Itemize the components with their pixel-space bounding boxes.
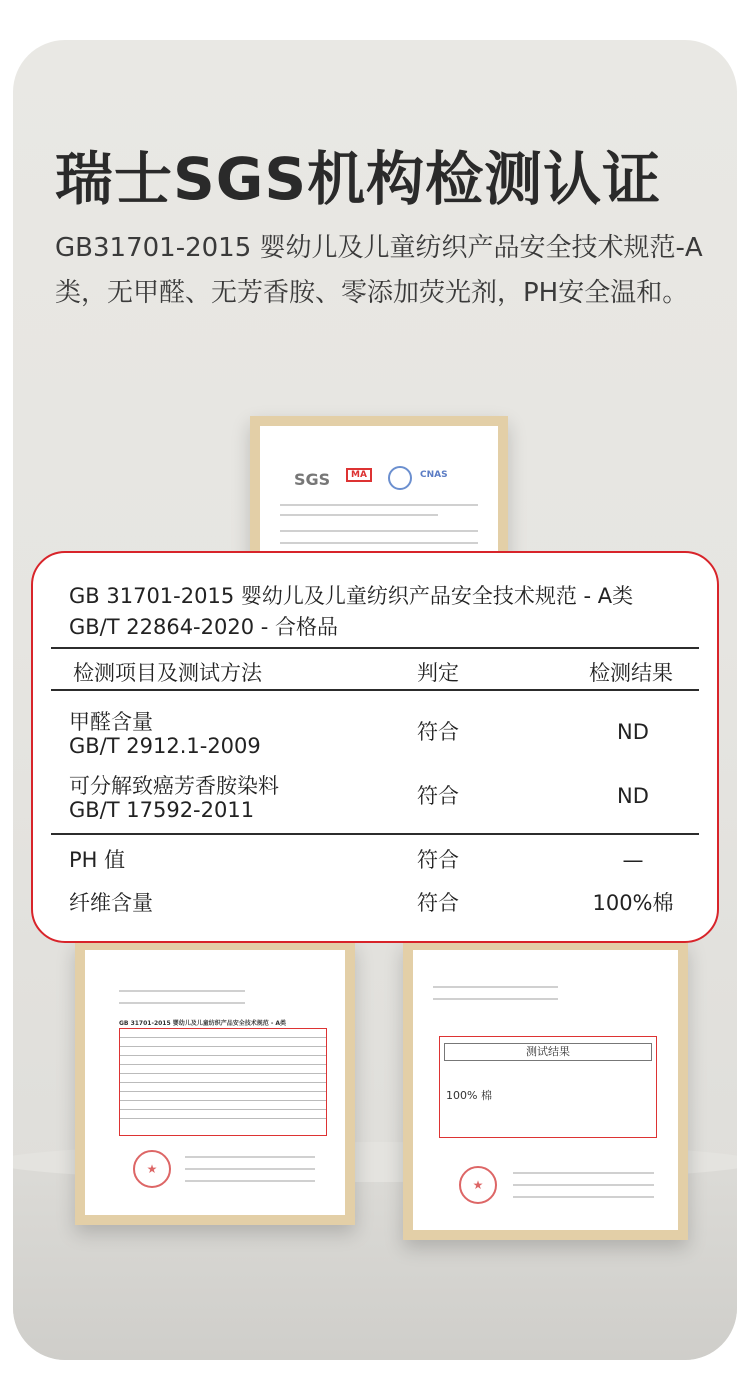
row-item: 可分解致癌芳香胺染料 bbox=[69, 774, 279, 798]
result-header: 测试结果 bbox=[444, 1043, 652, 1061]
certificate-frame-right bbox=[403, 940, 688, 1240]
row-result: ND bbox=[617, 784, 649, 808]
doc-line bbox=[280, 530, 478, 532]
ma-badge: MA bbox=[346, 468, 372, 482]
ilac-seal-icon bbox=[388, 466, 412, 490]
doc-line bbox=[185, 1180, 315, 1182]
left-doc-table bbox=[119, 1028, 327, 1136]
row-result: — bbox=[622, 848, 644, 872]
row-item: 甲醛含量 bbox=[69, 710, 153, 734]
column-header-result: 检测结果 bbox=[589, 661, 673, 685]
row-item: PH 值 bbox=[69, 848, 126, 872]
column-header-item: 检测项目及测试方法 bbox=[73, 661, 262, 685]
row-verdict: 符合 bbox=[417, 848, 459, 872]
row-verdict: 符合 bbox=[417, 720, 459, 744]
row-result: ND bbox=[617, 720, 649, 744]
red-stamp-icon: ★ bbox=[459, 1166, 497, 1204]
red-stamp-icon: ★ bbox=[133, 1150, 171, 1188]
cnas-badge: CNAS bbox=[420, 470, 448, 480]
row-method: GB/T 2912.1-2009 bbox=[69, 734, 261, 758]
certificate-frame-left bbox=[75, 940, 355, 1225]
left-doc-title: GB 31701-2015 婴幼儿及儿童纺织产品安全技术规范 - A类 bbox=[119, 1020, 287, 1027]
divider bbox=[51, 833, 699, 835]
doc-line bbox=[513, 1184, 654, 1186]
doc-line bbox=[433, 986, 558, 988]
right-doc-result-box bbox=[439, 1036, 657, 1138]
description-text: GB31701-2015 婴幼儿及儿童纺织产品安全技术规范-A类，无甲醛、无芳香胺、零添加荧光剂，PH安全温和。 bbox=[55, 233, 703, 308]
page-title: 瑞士SGS机构检测认证 bbox=[55, 145, 662, 213]
row-verdict: 符合 bbox=[417, 784, 459, 808]
row-result: 100%棉 bbox=[592, 891, 674, 915]
standard-line-2: GB/T 22864-2020 - 合格品 bbox=[69, 615, 339, 639]
test-results-panel bbox=[31, 551, 719, 943]
doc-line bbox=[119, 990, 245, 992]
row-method: GB/T 17592-2011 bbox=[69, 798, 255, 822]
doc-line bbox=[513, 1196, 654, 1198]
divider bbox=[51, 689, 699, 691]
row-item: 纤维含量 bbox=[69, 891, 153, 915]
doc-line bbox=[119, 1002, 245, 1004]
column-header-verdict: 判定 bbox=[417, 661, 459, 685]
doc-line bbox=[185, 1168, 315, 1170]
doc-line bbox=[185, 1156, 315, 1158]
doc-line bbox=[280, 514, 438, 516]
standard-line-1: GB 31701-2015 婴幼儿及儿童纺织产品安全技术规范 - A类 bbox=[69, 584, 634, 608]
doc-line bbox=[513, 1172, 654, 1174]
doc-line bbox=[280, 542, 478, 544]
doc-line bbox=[280, 504, 478, 506]
divider bbox=[51, 647, 699, 649]
row-verdict: 符合 bbox=[417, 891, 459, 915]
doc-line bbox=[433, 998, 558, 1000]
sgs-logo: SGS bbox=[294, 470, 331, 489]
result-value: 100% 棉 bbox=[446, 1089, 492, 1102]
